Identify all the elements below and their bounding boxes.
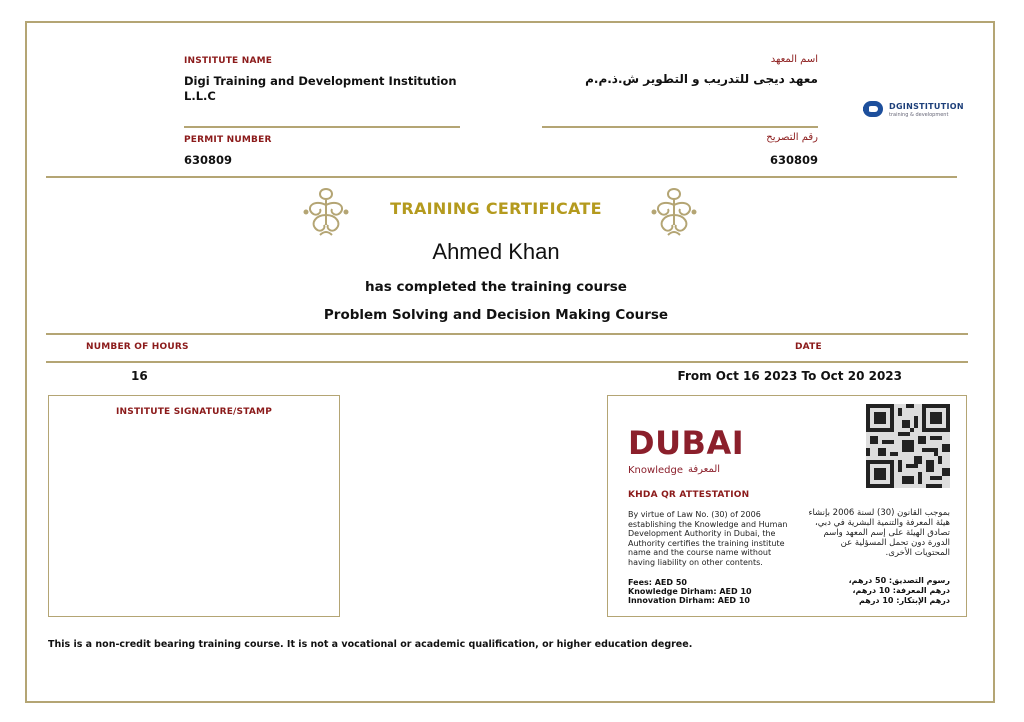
institute-name-label-ar: اسم المعهد <box>770 54 818 65</box>
hours-value: 16 <box>131 369 148 383</box>
khda-law-en: By virtue of Law No. (30) of 2006 establishing the Knowledge and Human Development Authority in Dubai, the Authority certifies the training institute name and the course name without having liability on other contents. <box>628 510 788 567</box>
fees-ar-1: رسوم التصديق: 50 درهم، <box>848 576 950 585</box>
fees-line-2: Knowledge Dirham: AED 10 <box>628 587 752 596</box>
fees-ar-3: درهم الإبتكار: 10 درهم <box>859 596 950 605</box>
knowledge-text-ar: المعرفة <box>688 464 721 475</box>
signature-label: INSTITUTE SIGNATURE/STAMP <box>116 407 272 417</box>
logo-subtext: training & development <box>889 112 949 118</box>
permit-number-value: 630809 <box>184 153 233 167</box>
institute-name-label: INSTITUTE NAME <box>184 56 273 66</box>
dubai-logo: DUBAI <box>628 424 745 462</box>
date-value: From Oct 16 2023 To Oct 20 2023 <box>677 369 902 383</box>
permit-number-value-ar: 630809 <box>769 153 818 167</box>
header-divider <box>46 176 957 178</box>
details-divider <box>46 361 968 363</box>
permit-number-label: PERMIT NUMBER <box>184 135 272 145</box>
fees-line-3: Innovation Dirham: AED 10 <box>628 596 750 605</box>
institute-name-value: Digi Training and Development Institution L.L.C <box>184 74 457 103</box>
course-name: Problem Solving and Decision Making Course <box>323 307 669 323</box>
logo-text: DGINSTITUTION <box>889 102 964 111</box>
divider <box>542 126 818 128</box>
divider <box>184 126 460 128</box>
certificate-title: TRAINING CERTIFICATE <box>390 199 602 218</box>
khda-box <box>607 395 967 617</box>
course-divider <box>46 333 968 335</box>
signature-box <box>48 395 340 617</box>
permit-number-label-ar: رقم التصريح <box>766 132 818 143</box>
fees-line-1: Fees: AED 50 <box>628 578 687 587</box>
fees-ar-2: درهم المعرفة: 10 درهم، <box>852 586 950 595</box>
recipient-name: Ahmed Khan <box>432 239 560 264</box>
dg-logo-icon <box>862 98 886 120</box>
institute-logo <box>862 98 972 122</box>
date-label: DATE <box>795 342 822 352</box>
footer-note: This is a non-credit bearing training course. It is not a vocational or academic qualification, or higher education degree. <box>48 639 693 650</box>
knowledge-text: Knowledge <box>628 465 683 476</box>
completed-text: has completed the training course <box>365 279 627 295</box>
hours-label: NUMBER OF HOURS <box>86 342 189 352</box>
qr-code-icon <box>866 404 950 488</box>
khda-title: KHDA QR ATTESTATION <box>628 490 750 500</box>
institute-name-value-ar: معهد ديجى للتدريب و التطوير ش.ذ.م.م <box>585 72 818 86</box>
khda-law-ar: بموجب القانون (30) لسنة 2006 بإنشاء هيئة المعرفة والتنمية البشرية في دبي، تصادق الهيئة على إسم المعهد واسم الدورة دون تحمل المسؤلية عن المحتويات الأخرى. <box>808 508 950 558</box>
